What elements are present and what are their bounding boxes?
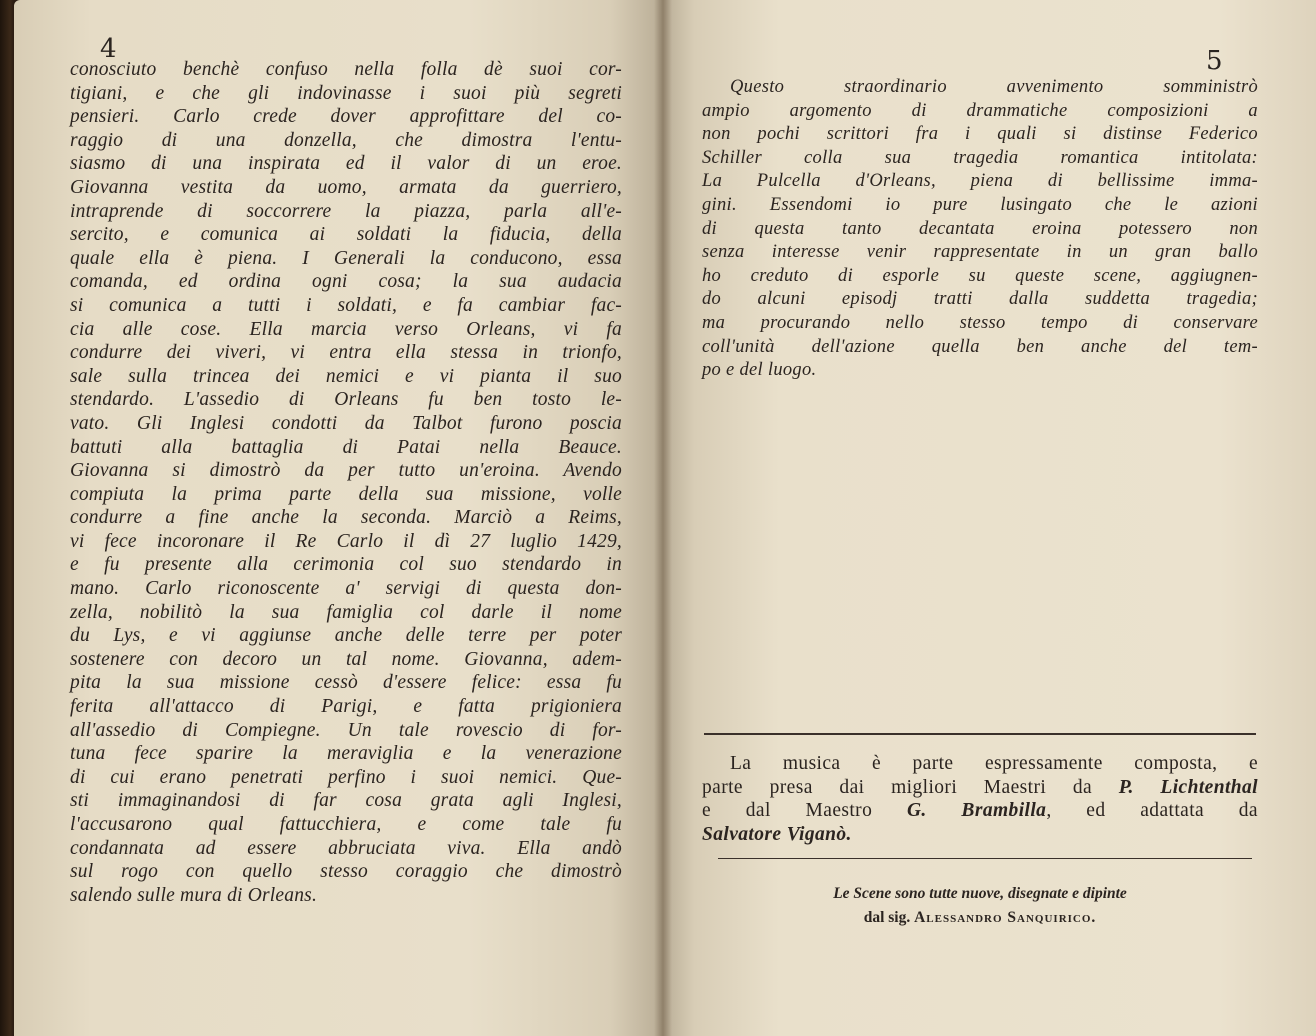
text-line: comanda, ed ordina ogni cosa; la sua audacia (70, 271, 622, 293)
text-line: zella, nobilitò la sua famiglia col darle il nome (70, 601, 622, 623)
choreographer-name: Salvatore Viganò. (702, 823, 852, 845)
text-line: du Lys, e vi aggiunse anche delle terre per poter (70, 625, 622, 647)
music-text: parte presa dai migliori Maestri da (702, 776, 1119, 798)
scenes-line (702, 906, 1258, 930)
text-line: si comunica a tutti i soldati, e fa cambiar fac- (70, 294, 622, 316)
left-page-body (70, 58, 622, 907)
text-line: gini. Essendomi io pure lusingato che le azioni (702, 194, 1258, 215)
section-divider (718, 858, 1252, 859)
text-line: di questa tanto decantata eroina potessero non (702, 218, 1258, 239)
text-line: po e del luogo. (702, 360, 817, 381)
text-line: condannata ad essere abbruciata viva. Ella andò (70, 837, 622, 859)
scenographer-name: Alessandro Sanquirico. (914, 909, 1097, 926)
text-line: mano. Carlo riconoscente a' servigi di questa don- (70, 578, 622, 600)
text-line: stendardo. L'assedio di Orleans fu ben tosto le- (70, 389, 622, 411)
text-line: raggio di una donzella, che dimostra l'entu- (70, 129, 622, 151)
text-line: ma procurando nello stesso tempo di conservare (702, 312, 1258, 333)
right-page-number: 5 (1206, 46, 1223, 76)
music-credits (702, 752, 1258, 846)
text-line: cia alle cose. Ella marcia verso Orleans, vi fa (70, 318, 622, 340)
scenes-line: Le Scene sono tutte nuove, disegnate e dipinte (833, 885, 1127, 902)
music-text: e dal Maestro (702, 800, 907, 822)
scenes-credits (702, 882, 1258, 930)
text-line: pita la sua missione cessò d'essere felice: essa fu (70, 672, 622, 694)
text-line: tuna fece sparire la meraviglia e la venerazione (70, 743, 622, 765)
text-line: vato. Gli Inglesi condotti da Talbot furono poscia (70, 412, 622, 434)
section-divider (704, 733, 1256, 735)
music-line: La musica è parte espressamente composta, e (730, 753, 1258, 774)
text-line: Schiller colla sua tragedia romantica intitolata: (702, 147, 1258, 168)
composer-name: G. Brambilla (906, 800, 1047, 822)
text-line: compiuta la prima parte della sua missione, volle (70, 483, 622, 505)
text-line: l'accusarono qual fattucchiera, e come tale fu (70, 814, 622, 835)
book-gutter (654, 0, 672, 1036)
text-line: siasmo di una inspirata ed il valor di un eroe. (70, 153, 622, 175)
text-line: Giovanna si dimostrò da per tutto un'eroina. Avendo (70, 460, 622, 482)
text-line: quale ella è piena. I Generali la conducono, essa (70, 247, 622, 269)
music-line (702, 776, 1258, 800)
text-line: Giovanna vestita da uomo, armata da guerriero, (70, 176, 622, 198)
text-line: non pochi scrittori fra i quali si distinse Federico (702, 124, 1258, 145)
text-line: di cui erano penetrati perfino i suoi nemici. Que- (70, 766, 622, 788)
music-line (702, 799, 1258, 823)
text-line: intraprende di soccorrere la piazza, parla all'e- (70, 200, 622, 222)
text-line: sale sulla trincea dei nemici e vi pianta il suo (70, 365, 622, 387)
text-line: ampio argomento di drammatiche composizioni a (702, 100, 1258, 121)
composer-name: P. Lichtenthal (1118, 776, 1258, 798)
text-line: Questo straordinario avvenimento somministrò (730, 77, 1258, 97)
text-line: tigiani, e che gli indovinasse i suoi più segreti (70, 82, 622, 104)
text-line: battuti alla battaglia di Patai nella Beauce. (70, 436, 622, 458)
text-line: condurre dei viveri, vi entra ella stessa in trionfo, (70, 342, 622, 364)
text-line: ferita all'attacco di Parigi, e fatta prigioniera (70, 696, 622, 718)
right-page (662, 0, 1316, 1036)
text-line: La Pulcella d'Orleans, piena di bellissime imma- (702, 171, 1258, 192)
text-line: all'assedio di Compiegne. Un tale rovescio di for- (70, 719, 622, 741)
left-page-number: 4 (100, 34, 117, 64)
text-line: conosciuto benchè confuso nella folla dè suoi cor- (70, 59, 622, 80)
text-line: ho creduto di esporle su queste scene, aggiugnen- (702, 265, 1258, 286)
text-line: salendo sulle mura di Orleans. (70, 884, 318, 906)
text-line: sostenere con decoro un tal nome. Giovanna, adem- (70, 648, 622, 670)
music-line (702, 823, 1258, 847)
text-line: e fu presente alla cerimonia col suo stendardo in (70, 554, 622, 576)
text-line: coll'unità dell'azione quella ben anche del tem- (702, 336, 1258, 357)
text-line: senza interesse venir rappresentate in un gran ballo (702, 242, 1258, 263)
text-line: condurre a fine anche la seconda. Marciò a Reims, (70, 507, 622, 529)
text-line: pensieri. Carlo crede dover approfittare del co- (70, 106, 622, 128)
left-page (14, 0, 662, 1036)
preface-paragraph (702, 76, 1258, 383)
text-line: sercito, e comunica ai soldati la fiducia, della (70, 224, 622, 246)
text-line: vi fece incoronare il Re Carlo il dì 27 luglio 1429, (70, 530, 622, 552)
text-line: sul rogo con quello stesso coraggio che dimostrò (70, 861, 622, 883)
scenes-prefix: dal sig. (863, 909, 915, 926)
music-text: , ed adattata da (1046, 800, 1258, 822)
text-line: do alcuni episodj tratti dalla suddetta tragedia; (702, 289, 1258, 310)
text-line: sti immaginandosi di far cosa grata agli Inglesi, (70, 790, 622, 812)
